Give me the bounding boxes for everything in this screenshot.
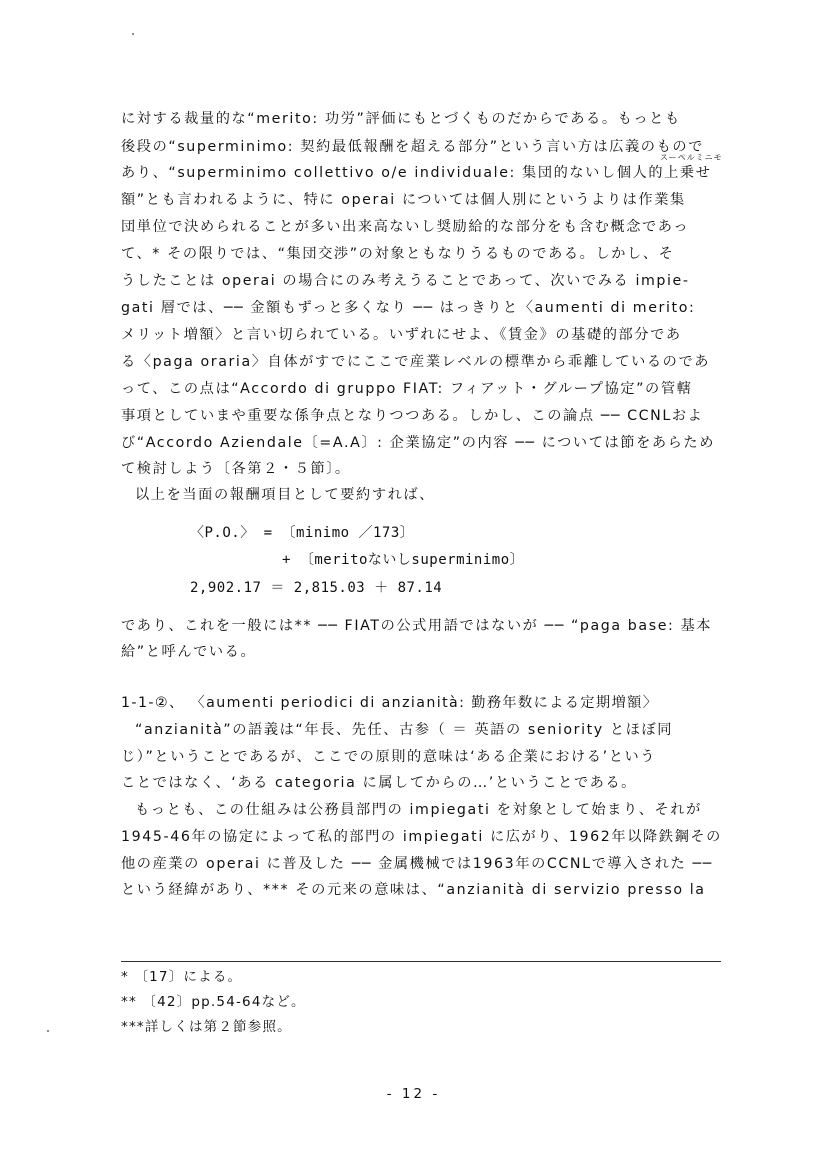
footnote: ***詳しくは第２節参照。 [121, 1019, 292, 1035]
footnote: ** 〔42〕pp.54-64など。 [121, 994, 306, 1010]
body-line: て検討しよう〔各第２・５節〕。 [121, 461, 351, 477]
body-line: 後段の“superminimo: 契約最低報酬を超える部分”という言い方は広義のもので [121, 139, 704, 155]
body-line: であり、これを一般には** ── FIATの公式用語ではないが ── “paga base: 基本 [121, 618, 713, 634]
footnote-divider [121, 961, 721, 962]
body-line: うしたことは operai の場合にのみ考えうることであって、次いでみる impie- [121, 273, 690, 289]
formula-line-1: 〈P.O.〉 = 〔minimo ／173〕 [190, 525, 415, 541]
body-line: に対する裁量的な“merito: 功労”評価にもとづくものだからである。もっとも [121, 111, 681, 127]
body-line: る〈paga oraria〉自体がすでにここで産業レベルの標準から乖離しているのであ [121, 354, 711, 370]
body-line: て、* その限りでは、“集団交渉”の対象ともなりうるものである。しかし、そ [121, 246, 675, 262]
formula-line-2: + 〔meritoないしsuperminimo〕 [282, 552, 525, 568]
body-line: ことではなく、‘ある categoria に属してからの…’ということである。 [121, 775, 637, 791]
body-line: 給”と呼んでいる。 [121, 644, 257, 660]
formula-line-3: 2,902.17 ＝ 2,815.03 ＋ 87.14 [190, 580, 443, 596]
body-line: 団単位で決められることが多い出来高ないし奨励給的な部分をも含む概念であっ [121, 219, 690, 235]
body-line: “anzianità”の語義は“年長、先任、古参（ ＝ 英語の seniority とほぼ同 [135, 722, 674, 738]
section-heading: 1-1-②、 〈aumenti periodici di anzianità: 勤務年数による定期増額〉 [121, 695, 659, 711]
body-line: あり、“superminimo collettivo o/e individuale: 集団的ないし個人的上乗せ [121, 165, 712, 181]
scan-speck [47, 1030, 49, 1032]
body-line: gati 層では、── 金額もずっと多くなり ── はっきりと〈aumenti di merito: [121, 300, 696, 316]
scan-speck [132, 33, 134, 35]
body-line: って、この点は“Accordo di gruppo FIAT: フィアット・グループ協定”の管轄 [121, 381, 693, 397]
summary-line: 以上を当面の報酬項目として要約すれば、 [135, 487, 435, 503]
body-line: 事項としていまや重要な係争点となりつつある。しかし、この論点 ── CCNLおよ [121, 408, 704, 424]
body-line: もっとも、この仕組みは公務員部門の impiegati を対象として始まり、それが [135, 802, 702, 818]
footnote: * 〔17〕による。 [121, 969, 243, 985]
ruby-annotation: スーペルミニモ [660, 153, 723, 162]
page-number: - 12 - [386, 1086, 441, 1102]
body-line: び“Accordo Aziendale〔=A.A〕: 企業協定”の内容 ── については節をあらため [121, 435, 716, 451]
body-line: 他の産業の operai に普及した ── 金属機械では1963年のCCNLで導入された ── [121, 856, 713, 872]
body-line: メリット増額〉と言い切られている。いずれにせよ、《賃金》の基礎的部分であ [121, 327, 682, 343]
body-line: じ）”ということであるが、ここでの原則的意味は‘ある企業における’という [121, 749, 657, 765]
body-line: 1945-46年の協定によって私的部門の impiegati に広がり、1962年以降鉄鋼その [121, 829, 722, 845]
body-line: という経緯があり、*** その元来の意味は、“anzianità di servizio presso la [121, 882, 706, 898]
body-line: 額”とも言われるように、特に operai については個人別にというよりは作業集 [121, 192, 686, 208]
